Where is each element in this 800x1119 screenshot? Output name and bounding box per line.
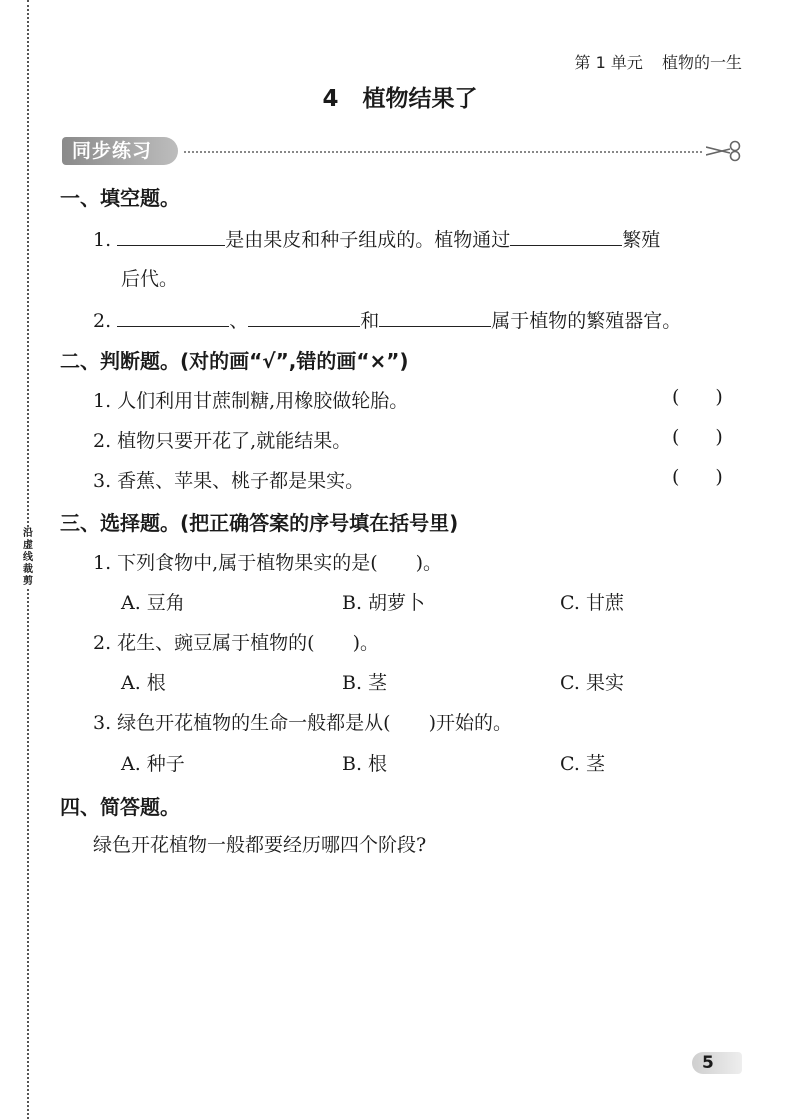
page-number: 5 — [702, 1053, 714, 1073]
page-number-badge — [692, 1052, 742, 1074]
answer-blank[interactable] — [117, 325, 229, 327]
tf-answer-1[interactable]: ( ) — [672, 386, 723, 408]
answer-blank[interactable] — [248, 325, 360, 327]
tf-question-3: 3. 香蕉、苹果、桃子都是果实。 — [93, 470, 365, 492]
page-number-shape — [692, 1052, 742, 1074]
mc-option: B. 胡萝卜 — [342, 592, 426, 614]
mc-question-2: 2. 花生、豌豆属于植物的( )。 — [93, 632, 379, 654]
section-heading-fill-blank: 一、填空题。 — [60, 186, 180, 210]
mc-option: B. 根 — [342, 753, 388, 775]
mc-option: C. 甘蔗 — [560, 592, 624, 614]
unit-label: 第 1 单元 — [574, 53, 643, 72]
mc-option: A. 根 — [121, 672, 166, 694]
scissors-icon — [706, 140, 742, 162]
answer-blank[interactable] — [510, 244, 622, 246]
unit-topic: 植物的一生 — [661, 53, 742, 72]
mc-option: C. 茎 — [560, 753, 605, 775]
lesson-title-text: 植物结果了 — [362, 86, 478, 112]
dotted-divider — [184, 151, 702, 153]
tf-question-1: 1. 人们利用甘蔗制糖,用橡胶做轮胎。 — [93, 390, 409, 412]
fill-question-1-cont: 后代。 — [121, 268, 179, 290]
mc-option: B. 茎 — [342, 672, 388, 694]
mc-option: C. 果实 — [560, 672, 624, 694]
mc-option: A. 豆角 — [121, 592, 185, 614]
lesson-number: 4 — [322, 86, 339, 112]
answer-blank[interactable] — [117, 244, 225, 246]
page-header — [561, 50, 742, 73]
short-answer-question: 绿色开花植物一般都要经历哪四个阶段? — [93, 834, 427, 856]
fill-question-1: 1. 是由果皮和种子组成的。植物通过 繁殖 — [93, 229, 661, 251]
answer-blank[interactable] — [379, 325, 491, 327]
section-heading-true-false: 二、判断题。(对的画“√”,错的画“×”) — [60, 349, 409, 373]
section-heading-multiple-choice: 三、选择题。(把正确答案的序号填在括号里) — [60, 511, 459, 535]
mc-question-3: 3. 绿色开花植物的生命一般都是从( )开始的。 — [93, 712, 512, 734]
tf-answer-3[interactable]: ( ) — [672, 466, 723, 488]
section-badge: 同步练习 — [62, 137, 178, 165]
cut-instruction: 沿虚线裁剪 — [23, 528, 33, 587]
lesson-title — [0, 80, 800, 113]
tf-answer-2[interactable]: ( ) — [672, 426, 723, 448]
mc-question-1: 1. 下列食物中,属于植物果实的是( )。 — [93, 552, 443, 574]
mc-option: A. 种子 — [121, 753, 185, 775]
fill-question-2: 2. 、 和 属于植物的繁殖器官。 — [93, 310, 682, 332]
tf-question-2: 2. 植物只要开花了,就能结果。 — [93, 430, 352, 452]
section-heading-short-answer: 四、简答题。 — [60, 795, 180, 819]
section-bar — [62, 137, 742, 165]
